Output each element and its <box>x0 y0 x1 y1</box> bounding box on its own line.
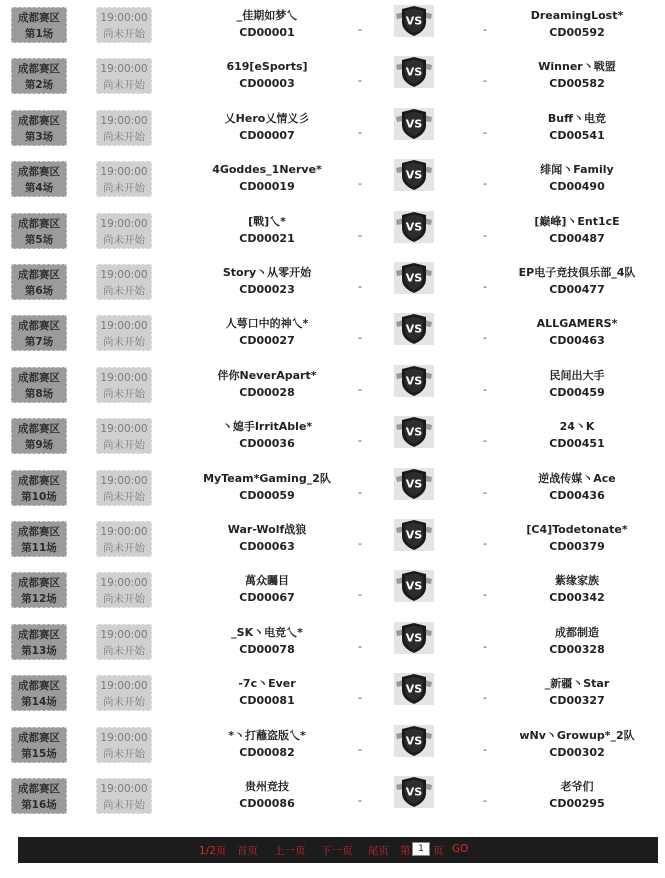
match-round: 第14场 <box>21 696 57 709</box>
team-b <box>502 624 652 658</box>
separator-left: - <box>358 485 362 499</box>
team-b-code: CD00451 <box>549 437 605 451</box>
team-a <box>192 572 342 606</box>
team-b <box>502 418 652 452</box>
schedule-badge <box>96 161 152 197</box>
svg-text:VS: VS <box>405 425 423 439</box>
team-a-code: CD00059 <box>239 488 295 502</box>
separator-right: - <box>483 280 487 293</box>
team-b-code: CD00463 <box>549 334 605 348</box>
team-a-code: CD00021 <box>239 231 295 245</box>
match-status: 尚未开始 <box>103 130 145 143</box>
schedule-badge <box>96 213 152 249</box>
team-a <box>192 624 342 658</box>
svg-text:VS: VS <box>405 734 423 748</box>
team-a <box>192 264 342 298</box>
match-row <box>0 106 665 157</box>
match-row <box>0 209 665 260</box>
region-badge <box>11 418 67 454</box>
team-a-name: [戰]乀* <box>248 214 286 228</box>
svg-text:VS: VS <box>405 528 423 542</box>
vs-shield-icon <box>394 159 434 191</box>
team-a-code: CD00086 <box>239 797 295 810</box>
team-a-name: 萬众矚目 <box>245 574 289 588</box>
match-time: 19:00:00 <box>100 114 148 127</box>
team-a <box>192 58 342 92</box>
separator-right: - <box>483 537 487 550</box>
team-b <box>502 572 652 606</box>
separator-left: - <box>358 588 362 602</box>
team-a-name: 619[eSports] <box>226 60 308 74</box>
region-badge <box>11 110 67 146</box>
vs-shield-icon <box>394 416 434 448</box>
team-b-name: ALLGAMERS* <box>536 317 618 331</box>
match-time: 19:00:00 <box>100 63 148 76</box>
region-badge <box>11 521 67 557</box>
vs-shield-icon <box>394 622 434 654</box>
region-name: 成都赛区 <box>18 371 60 384</box>
match-round: 第5场 <box>24 233 54 246</box>
team-b-name: [C4]Todetonate* <box>526 523 628 536</box>
match-status: 尚未开始 <box>103 593 145 606</box>
match-round: 第3场 <box>24 130 54 143</box>
region-badge <box>11 675 67 711</box>
team-b-code: CD00541 <box>549 128 605 142</box>
separator-left: - <box>358 639 362 653</box>
svg-text:VS: VS <box>405 682 423 696</box>
team-b <box>502 58 652 92</box>
match-status: 尚未开始 <box>103 490 145 503</box>
team-b <box>502 110 652 144</box>
match-status: 尚未开始 <box>103 696 145 709</box>
separator-right: - <box>483 125 487 139</box>
match-round: 第8场 <box>24 387 54 400</box>
separator-left: - <box>358 691 362 705</box>
schedule-badge <box>96 572 152 608</box>
team-b-code: CD00327 <box>549 694 605 708</box>
match-round: 第15场 <box>21 747 57 760</box>
team-a-code: CD00007 <box>239 128 295 142</box>
team-a <box>192 367 342 401</box>
separator-left: - <box>358 537 362 550</box>
match-round: 第16场 <box>21 799 57 811</box>
region-name: 成都赛区 <box>18 114 60 127</box>
svg-text:VS: VS <box>405 322 423 336</box>
vs-shield-icon <box>394 776 434 808</box>
region-name: 成都赛区 <box>18 628 60 641</box>
match-status: 尚未开始 <box>103 747 145 760</box>
team-b-code: CD00582 <box>549 77 605 91</box>
team-a-code: CD00081 <box>239 694 295 708</box>
vs-shield-icon <box>394 468 434 500</box>
team-b-name: 绯闻丶Family <box>540 163 614 177</box>
team-a-code: CD00063 <box>239 540 295 553</box>
match-time: 19:00:00 <box>100 217 148 230</box>
match-round: 第6场 <box>24 285 54 297</box>
schedule-badge <box>96 110 152 146</box>
team-a <box>192 470 342 504</box>
separator-right: - <box>483 382 487 396</box>
match-round: 第11场 <box>21 542 57 554</box>
separator-right: - <box>483 23 487 36</box>
match-row <box>0 363 665 414</box>
separator-left: - <box>358 382 362 396</box>
region-badge <box>11 213 67 249</box>
match-row <box>0 157 665 208</box>
match-row <box>0 568 665 619</box>
match-status: 尚未开始 <box>103 233 145 246</box>
team-a-code: CD00036 <box>239 437 295 451</box>
team-b-code: CD00295 <box>549 797 605 810</box>
region-badge <box>11 367 67 403</box>
match-row <box>0 414 665 465</box>
team-a-code: CD00003 <box>239 77 295 91</box>
svg-text:VS: VS <box>405 374 423 388</box>
team-a-name: MyTeam*Gaming_2队 <box>203 471 331 485</box>
match-time: 19:00:00 <box>100 371 148 384</box>
team-a <box>192 110 342 144</box>
team-b <box>502 470 652 504</box>
region-name: 成都赛区 <box>18 526 60 538</box>
team-b-name: 24丶K <box>559 420 595 434</box>
team-a <box>192 727 342 761</box>
region-name: 成都赛区 <box>18 63 60 76</box>
vs-shield-icon <box>394 570 434 602</box>
separator-left: - <box>358 742 362 756</box>
svg-text:VS: VS <box>405 168 423 182</box>
team-b-code: CD00328 <box>549 642 605 656</box>
match-row <box>0 311 665 362</box>
separator-right: - <box>483 794 487 807</box>
match-time: 19:00:00 <box>100 783 148 795</box>
match-status: 尚未开始 <box>103 644 145 657</box>
region-badge <box>11 727 67 763</box>
last-page-link[interactable]: 尾页 <box>368 845 389 857</box>
match-time: 19:00:00 <box>100 269 148 281</box>
team-a-name: 乂Hero乂情义彡 <box>224 111 310 125</box>
region-badge <box>11 58 67 94</box>
separator-left: - <box>358 331 362 345</box>
separator-right: - <box>483 639 487 653</box>
team-a <box>192 675 342 709</box>
goto-suffix: 页 <box>433 845 444 857</box>
next-page-link[interactable]: 下一页 <box>321 845 353 857</box>
match-round: 第2场 <box>24 79 54 92</box>
team-a <box>192 7 342 41</box>
team-b <box>502 161 652 195</box>
team-b-code: CD00490 <box>549 180 605 194</box>
team-a-name: War-Wolf战狼 <box>227 523 307 536</box>
match-row <box>0 517 665 568</box>
team-b-name: 老爷们 <box>560 780 594 793</box>
match-status: 尚未开始 <box>103 28 145 40</box>
match-time: 19:00:00 <box>100 474 148 487</box>
match-round: 第7场 <box>24 336 54 349</box>
region-name: 成都赛区 <box>18 320 60 333</box>
first-page-link[interactable]: 首页 <box>237 845 258 857</box>
region-name: 成都赛区 <box>18 680 60 693</box>
team-a-name: 伴你NeverApart* <box>217 368 317 382</box>
team-b-name: Buff丶电竞 <box>547 111 607 125</box>
region-name: 成都赛区 <box>18 731 60 744</box>
vs-shield-icon <box>394 365 434 397</box>
team-b <box>502 7 652 41</box>
match-row <box>0 54 665 105</box>
schedule-badge <box>96 727 152 763</box>
match-row <box>0 671 665 722</box>
team-b <box>502 264 652 298</box>
schedule-badge <box>96 367 152 403</box>
separator-left: - <box>358 794 362 807</box>
team-a-name: *丶打蘸盗版乀* <box>228 728 306 742</box>
schedule-badge <box>96 675 152 711</box>
team-a-code: CD00078 <box>239 642 295 656</box>
vs-shield-icon <box>394 519 434 551</box>
region-name: 成都赛区 <box>18 577 60 590</box>
team-a-name: 贵州竞技 <box>245 780 289 793</box>
team-b <box>502 675 652 709</box>
match-time: 19:00:00 <box>100 166 148 179</box>
svg-text:VS: VS <box>405 14 423 28</box>
match-status: 尚未开始 <box>103 79 145 92</box>
svg-text:VS: VS <box>405 631 423 645</box>
match-time: 19:00:00 <box>100 526 148 538</box>
team-a-code: CD00027 <box>239 334 295 348</box>
pagination-bar <box>18 837 658 863</box>
match-round: 第10场 <box>21 490 57 503</box>
match-time: 19:00:00 <box>100 731 148 744</box>
svg-text:VS: VS <box>405 579 423 593</box>
separator-right: - <box>483 228 487 242</box>
separator-right: - <box>483 177 487 191</box>
vs-shield-icon <box>394 56 434 88</box>
region-badge <box>11 7 67 43</box>
match-time: 19:00:00 <box>100 628 148 641</box>
schedule-badge <box>96 58 152 94</box>
schedule-badge <box>96 624 152 660</box>
svg-text:VS: VS <box>405 477 423 491</box>
team-b <box>502 367 652 401</box>
team-b-name: 紫缘家族 <box>555 574 599 588</box>
match-round: 第12场 <box>21 593 57 606</box>
team-b-name: 民间出大手 <box>549 368 605 382</box>
match-time: 19:00:00 <box>100 320 148 333</box>
region-badge <box>11 470 67 506</box>
schedule-badge <box>96 470 152 506</box>
team-b-code: CD00487 <box>549 231 605 245</box>
svg-text:VS: VS <box>405 65 423 79</box>
match-row <box>0 723 665 774</box>
team-b-name: wNv丶Growup*_2队 <box>519 728 635 742</box>
vs-shield-icon <box>394 5 434 37</box>
team-b-code: CD00302 <box>549 745 605 759</box>
region-name: 成都赛区 <box>18 423 60 436</box>
vs-shield-icon <box>394 725 434 757</box>
separator-left: - <box>358 125 362 139</box>
team-a <box>192 315 342 349</box>
team-b-code: CD00436 <box>549 488 605 502</box>
separator-left: - <box>358 74 362 88</box>
team-b-code: CD00379 <box>549 540 605 553</box>
region-name: 成都赛区 <box>18 269 60 281</box>
match-status: 尚未开始 <box>103 439 145 452</box>
region-name: 成都赛区 <box>18 783 60 795</box>
vs-shield-icon <box>394 673 434 705</box>
team-a-name: Story丶从零开始 <box>222 266 312 279</box>
vs-shield-icon <box>394 211 434 243</box>
match-row <box>0 3 665 54</box>
separator-right: - <box>483 588 487 602</box>
region-name: 成都赛区 <box>18 166 60 179</box>
team-a-name: -7c丶Ever <box>238 677 296 691</box>
match-time: 19:00:00 <box>100 577 148 590</box>
page-info: 1/2页 <box>199 845 227 857</box>
match-time: 19:00:00 <box>100 423 148 436</box>
team-b <box>502 521 652 555</box>
team-b-name: 逆战传媒丶Ace <box>538 471 616 485</box>
team-a-code: CD00023 <box>239 283 295 296</box>
page-number-input[interactable] <box>412 842 430 856</box>
team-b <box>502 213 652 247</box>
team-a-name: 4Goddes_1Nerve* <box>212 163 322 177</box>
svg-text:VS: VS <box>405 271 423 285</box>
separator-left: - <box>358 434 362 448</box>
team-b <box>502 727 652 761</box>
separator-right: - <box>483 691 487 705</box>
svg-text:VS: VS <box>405 220 423 234</box>
separator-right: - <box>483 331 487 345</box>
match-round: 第13场 <box>21 644 57 657</box>
team-a-code: CD00019 <box>239 180 295 194</box>
vs-shield-icon <box>394 262 434 294</box>
team-a-name: _佳期如梦乀 <box>236 9 298 22</box>
schedule-badge <box>96 778 152 814</box>
region-name: 成都赛区 <box>18 12 60 24</box>
team-a <box>192 213 342 247</box>
team-b-code: CD00459 <box>549 385 605 399</box>
schedule-badge <box>96 521 152 557</box>
vs-shield-icon <box>394 108 434 140</box>
team-b <box>502 778 652 812</box>
team-a-code: CD00067 <box>239 591 295 605</box>
match-status: 尚未开始 <box>103 799 145 811</box>
match-row <box>0 774 665 825</box>
go-button[interactable]: GO <box>452 843 469 855</box>
team-b-name: EP电子竞技俱乐部_4队 <box>518 266 636 279</box>
team-b-name: _新疆丶Star <box>544 677 610 691</box>
region-badge <box>11 778 67 814</box>
schedule-badge <box>96 264 152 300</box>
prev-page-link[interactable]: 上一页 <box>274 845 306 857</box>
match-row <box>0 260 665 311</box>
team-a <box>192 418 342 452</box>
team-a-name: 人萼口中的神乀* <box>225 317 309 331</box>
svg-text:VS: VS <box>405 117 423 131</box>
match-row <box>0 466 665 517</box>
team-a <box>192 778 342 812</box>
match-time: 19:00:00 <box>100 680 148 693</box>
goto-prefix: 第 <box>400 845 411 857</box>
team-a-code: CD00082 <box>239 745 295 759</box>
separator-left: - <box>358 280 362 293</box>
team-b-name: Winner丶戦盟 <box>538 60 616 74</box>
match-time: 19:00:00 <box>100 12 148 24</box>
schedule-badge <box>96 315 152 351</box>
match-status: 尚未开始 <box>103 285 145 297</box>
team-b-code: CD00477 <box>549 283 605 296</box>
team-b <box>502 315 652 349</box>
region-name: 成都赛区 <box>18 474 60 487</box>
separator-right: - <box>483 742 487 756</box>
region-badge <box>11 624 67 660</box>
team-b-name: [巅峰]丶Ent1cE <box>534 214 620 228</box>
team-a-name: _SK丶电竞乀* <box>231 625 303 639</box>
separator-left: - <box>358 228 362 242</box>
match-status: 尚未开始 <box>103 542 145 554</box>
team-b-name: DreamingLost* <box>530 9 624 22</box>
team-a <box>192 161 342 195</box>
team-b-name: 成都制造 <box>555 625 599 639</box>
team-a <box>192 521 342 555</box>
match-row <box>0 620 665 671</box>
separator-right: - <box>483 485 487 499</box>
match-status: 尚未开始 <box>103 182 145 195</box>
region-badge <box>11 572 67 608</box>
match-round: 第9场 <box>24 439 54 452</box>
team-a-code: CD00001 <box>239 26 295 39</box>
separator-left: - <box>358 177 362 191</box>
separator-left: - <box>358 23 362 36</box>
region-name: 成都赛区 <box>18 217 60 230</box>
match-round: 第1场 <box>24 28 54 40</box>
schedule-badge <box>96 7 152 43</box>
team-b-code: CD00592 <box>549 26 605 39</box>
svg-text:VS: VS <box>405 785 423 799</box>
separator-right: - <box>483 434 487 448</box>
match-round: 第4场 <box>24 182 54 195</box>
schedule-badge <box>96 418 152 454</box>
region-badge <box>11 315 67 351</box>
team-a-code: CD00028 <box>239 385 295 399</box>
team-a-name: 丶媳手IrritAble* <box>221 420 313 434</box>
match-status: 尚未开始 <box>103 387 145 400</box>
match-status: 尚未开始 <box>103 336 145 349</box>
region-badge <box>11 264 67 300</box>
region-badge <box>11 161 67 197</box>
vs-shield-icon <box>394 313 434 345</box>
team-b-code: CD00342 <box>549 591 605 605</box>
separator-right: - <box>483 74 487 88</box>
